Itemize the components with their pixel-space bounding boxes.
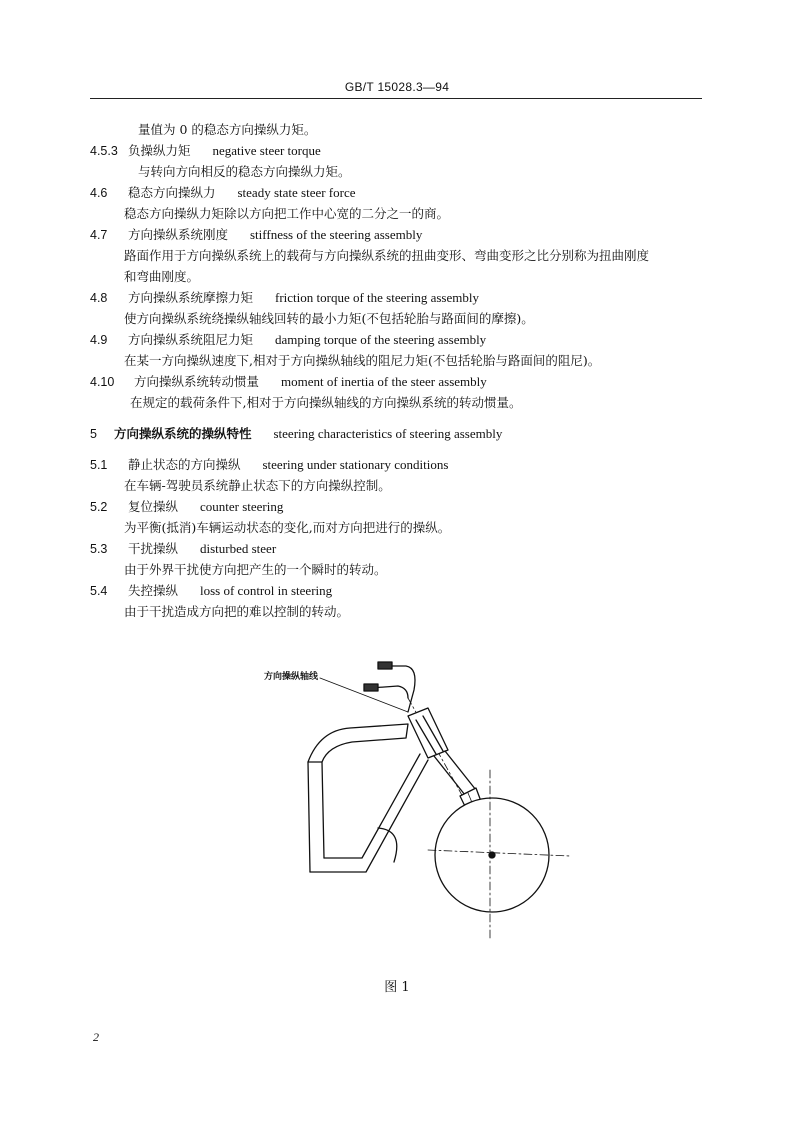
clause-term-en: negative steer torque bbox=[212, 143, 321, 158]
continuation-line: 量值为 0 的稳态方向操纵力矩。 bbox=[138, 122, 317, 137]
clause-term-en: friction torque of the steering assembly bbox=[274, 290, 479, 305]
clause-number: 4.8 bbox=[90, 291, 108, 305]
clause-5-3-body: 由于外界干扰使方向把产生的一个瞬时的转动。 bbox=[124, 562, 387, 577]
clause-5-1-body: 在车辆-驾驶员系统静止状态下的方向操纵控制。 bbox=[124, 478, 391, 493]
clause-4-6-body: 稳态方向操纵力矩除以方向把工作中心宽的二分之一的商。 bbox=[124, 206, 450, 221]
clause-4-8-body: 使方向操纵系统绕操纵轴线回转的最小力矩(不包括轮胎与路面间的摩擦)。 bbox=[124, 311, 534, 326]
clause-term-en: damping torque of the steering assembly bbox=[274, 332, 487, 347]
figure-1-caption: 图 1 bbox=[384, 980, 410, 995]
clause-term-zh: 方向操纵系统摩擦力矩 bbox=[127, 290, 253, 305]
clause-term-zh: 负操纵力矩 bbox=[127, 143, 191, 158]
clause-term-zh: 稳态方向操纵力 bbox=[127, 185, 216, 200]
clause-term-zh: 方向操纵系统刚度 bbox=[127, 227, 228, 242]
clause-term-zh: 方向操纵系统转动惯量 bbox=[133, 374, 259, 389]
clause-5-4-heading bbox=[90, 583, 332, 599]
clause-number: 5.4 bbox=[90, 584, 108, 598]
clause-4-9-body: 在某一方向操纵速度下,相对于方向操纵轴线的阻尼力矩(不包括轮胎与路面间的阻尼)。 bbox=[124, 353, 601, 368]
clause-5-1-heading bbox=[90, 457, 448, 473]
section-5-heading bbox=[90, 426, 502, 442]
clause-term-zh: 失控操纵 bbox=[127, 583, 178, 598]
clause-number: 5.1 bbox=[90, 458, 108, 472]
clause-4-10-heading bbox=[90, 374, 487, 390]
clause-number: 4.7 bbox=[90, 228, 108, 242]
clause-term-en: moment of inertia of the steer assembly bbox=[280, 374, 487, 389]
clause-4-7-heading bbox=[90, 227, 422, 243]
clause-term-en: disturbed steer bbox=[199, 541, 277, 556]
section-number: 5 bbox=[90, 427, 97, 441]
clause-term-zh: 静止状态的方向操纵 bbox=[127, 457, 241, 472]
leader-line bbox=[320, 678, 408, 712]
clause-term-en: counter steering bbox=[199, 499, 284, 514]
clause-number: 4.10 bbox=[90, 375, 115, 389]
wheel-hub bbox=[489, 852, 495, 858]
section-title-en: steering characteristics of steering assembly bbox=[273, 426, 503, 441]
clause-number: 4.9 bbox=[90, 333, 108, 347]
clause-4-10-body: 在规定的载荷条件下,相对于方向操纵轴线的方向操纵系统的转动惯量。 bbox=[130, 395, 522, 410]
clause-4-7-body-line1: 路面作用于方向操纵系统上的载荷与方向操纵系统的扭曲变形、弯曲变形之比分别称为扭曲刚度 bbox=[124, 248, 650, 263]
clause-term-zh: 干扰操纵 bbox=[127, 541, 178, 556]
document-code-header: GB/T 15028.3—94 bbox=[344, 80, 450, 94]
clause-4-8-heading bbox=[90, 290, 479, 306]
clause-5-2-body: 为平衡(抵消)车辆运动状态的变化,而对方向把进行的操纵。 bbox=[124, 520, 451, 535]
page-number: 2 bbox=[93, 1030, 99, 1044]
clause-term-en: stiffness of the steering assembly bbox=[249, 227, 423, 242]
clause-term-en: loss of control in steering bbox=[199, 583, 333, 598]
clause-4-7-body-line2: 和弯曲刚度。 bbox=[124, 269, 200, 284]
clause-5-4-body: 由于干扰造成方向把的难以控制的转动。 bbox=[124, 604, 350, 619]
clause-5-3-heading bbox=[90, 541, 276, 557]
clause-4-5-3-body: 与转向方向相反的稳态方向操纵力矩。 bbox=[138, 164, 351, 179]
header-rule bbox=[90, 98, 702, 99]
steering-axis-label: 方向操纵轴线 bbox=[264, 672, 319, 682]
clause-number: 5.3 bbox=[90, 542, 108, 556]
figure-1-steering-diagram bbox=[258, 650, 578, 950]
clause-term-en: steering under stationary conditions bbox=[262, 457, 449, 472]
clause-term-zh: 复位操纵 bbox=[127, 499, 178, 514]
clause-4-9-heading bbox=[90, 332, 486, 348]
motorcycle-frame bbox=[308, 724, 428, 872]
clause-term-zh: 方向操纵系统阻尼力矩 bbox=[127, 332, 253, 347]
clause-4-5-3-heading bbox=[90, 143, 321, 159]
clause-number: 4.6 bbox=[90, 186, 108, 200]
section-title-zh: 方向操纵系统的操纵特性 bbox=[113, 426, 252, 441]
clause-5-2-heading bbox=[90, 499, 283, 515]
clause-number: 4.5.3 bbox=[90, 144, 118, 158]
clause-4-6-heading bbox=[90, 185, 356, 201]
clause-term-en: steady state steer force bbox=[237, 185, 356, 200]
clause-number: 5.2 bbox=[90, 500, 108, 514]
